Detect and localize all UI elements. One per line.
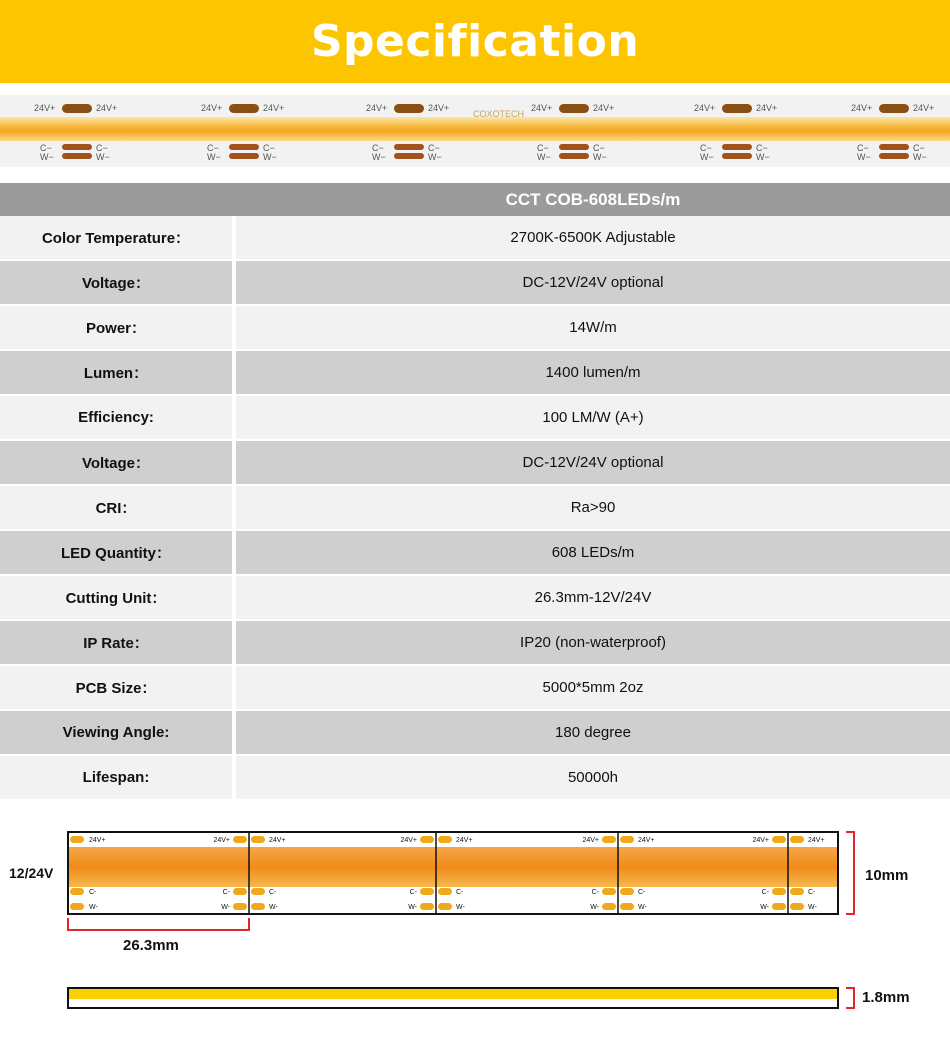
solder-pad — [251, 888, 265, 895]
pad-label: 24V+ — [428, 103, 450, 113]
spec-label: Power： — [0, 305, 234, 350]
solder-pad — [722, 144, 752, 150]
pad-label: 24V+ — [400, 837, 417, 844]
spec-row — [0, 260, 950, 305]
spec-value: IP20 (non-waterproof) — [234, 620, 950, 665]
spec-label: Color Temperature： — [0, 216, 234, 260]
pad-label: 24V+ — [34, 103, 56, 113]
pad-label: W- — [269, 904, 278, 911]
pad-label: C− — [372, 143, 384, 153]
spec-label: CRI： — [0, 485, 234, 530]
solder-pad — [602, 903, 616, 910]
pad-label: C− — [857, 143, 869, 153]
pad-label: C- — [761, 889, 769, 896]
solder-pad — [233, 836, 247, 843]
pad-label: C- — [222, 889, 230, 896]
solder-pad — [70, 836, 84, 843]
solder-pad — [879, 144, 909, 150]
pad-label: 24V+ — [531, 103, 553, 113]
pad-label: W− — [857, 152, 871, 162]
spec-row — [0, 305, 950, 350]
pad-label: C- — [638, 889, 646, 896]
pad-label: W− — [537, 152, 551, 162]
solder-pad — [420, 888, 434, 895]
spec-label: Viewing Angle: — [0, 710, 234, 755]
solder-pad — [879, 153, 909, 159]
pad-label: 24V+ — [582, 837, 599, 844]
pad-label: W− — [700, 152, 714, 162]
solder-pad — [722, 104, 752, 113]
pad-label: W- — [456, 904, 465, 911]
spec-row — [0, 620, 950, 665]
solder-pad — [772, 888, 786, 895]
pad-label: C- — [808, 889, 816, 896]
solder-pad — [722, 153, 752, 159]
pad-label: C− — [263, 143, 275, 153]
solder-pad — [438, 888, 452, 895]
solder-pad — [229, 144, 259, 150]
spec-row — [0, 575, 950, 620]
solder-pad — [394, 104, 424, 113]
pad-label: 24V+ — [89, 837, 106, 844]
solder-pad — [229, 153, 259, 159]
pad-label: W− — [96, 152, 110, 162]
pad-label: C- — [591, 889, 599, 896]
solder-pad — [251, 903, 265, 910]
spec-row — [0, 216, 950, 260]
spec-label: Efficiency: — [0, 395, 234, 440]
pad-label: 24V+ — [263, 103, 285, 113]
solder-pad — [559, 153, 589, 159]
thickness-bracket — [846, 988, 854, 1008]
led-strip-glow — [0, 117, 950, 141]
solder-pad — [772, 903, 786, 910]
thickness-yellow-layer — [69, 989, 837, 999]
solder-pad — [438, 836, 452, 843]
spec-row — [0, 395, 950, 440]
pad-label: C− — [428, 143, 440, 153]
solder-pad — [394, 153, 424, 159]
specification-banner — [0, 0, 950, 83]
pad-label: W- — [221, 904, 230, 911]
pad-label: 24V+ — [96, 103, 118, 113]
solder-pad — [229, 104, 259, 113]
solder-pad — [233, 888, 247, 895]
solder-pad — [233, 903, 247, 910]
spec-row — [0, 710, 950, 755]
pad-label: C− — [537, 143, 549, 153]
solder-pad — [70, 903, 84, 910]
pad-label: 24V+ — [756, 103, 778, 113]
solder-pad — [620, 903, 634, 910]
spec-table-title: CCT COB-608LEDs/m — [505, 190, 681, 209]
solder-pad — [602, 888, 616, 895]
pad-label: C− — [40, 143, 52, 153]
pad-label: 24V+ — [456, 837, 473, 844]
spec-row — [0, 530, 950, 575]
pad-label: 24V+ — [593, 103, 615, 113]
pad-label: W− — [756, 152, 770, 162]
pad-label: W- — [590, 904, 599, 911]
solder-pad — [438, 903, 452, 910]
spec-value: 100 LM/W (A+) — [234, 395, 950, 440]
brand-mark: COXOTECH — [473, 109, 525, 119]
spec-value: DC-12V/24V optional — [234, 440, 950, 485]
pad-label: W- — [89, 904, 98, 911]
spec-row — [0, 665, 950, 710]
spec-label: LED Quantity： — [0, 530, 234, 575]
pad-label: 24V+ — [752, 837, 769, 844]
pad-label: 24V+ — [913, 103, 935, 113]
led-strip-photo — [0, 95, 950, 167]
solder-pad — [790, 903, 804, 910]
pad-label: 24V+ — [201, 103, 223, 113]
pad-label: C- — [456, 889, 464, 896]
solder-pad — [879, 104, 909, 113]
spec-value: DC-12V/24V optional — [234, 260, 950, 305]
spec-value: 26.3mm-12V/24V — [234, 575, 950, 620]
pad-label: C− — [756, 143, 768, 153]
spec-row — [0, 485, 950, 530]
pad-label: C− — [96, 143, 108, 153]
spec-value: 1400 lumen/m — [234, 350, 950, 395]
solder-pad — [62, 144, 92, 150]
pad-label: C- — [409, 889, 417, 896]
spec-row — [0, 350, 950, 395]
solder-pad — [394, 144, 424, 150]
spec-value: 2700K-6500K Adjustable — [234, 216, 950, 260]
solder-pad — [559, 144, 589, 150]
pad-label: W− — [428, 152, 442, 162]
pad-label: C− — [700, 143, 712, 153]
spec-value: 608 LEDs/m — [234, 530, 950, 575]
pad-label: C− — [207, 143, 219, 153]
solder-pad — [251, 836, 265, 843]
thickness-label: 1.8mm — [862, 989, 910, 1006]
spec-row — [0, 440, 950, 485]
spec-label: Cutting Unit： — [0, 575, 234, 620]
pad-label: W− — [40, 152, 54, 162]
pad-label: 24V+ — [213, 837, 230, 844]
spec-row — [0, 755, 950, 800]
spec-value: Ra>90 — [234, 485, 950, 530]
pad-label: W− — [207, 152, 221, 162]
pad-label: 24V+ — [269, 837, 286, 844]
spec-table — [0, 216, 950, 801]
cut-length-bracket — [68, 918, 249, 930]
solder-pad — [420, 836, 434, 843]
solder-pad — [790, 888, 804, 895]
solder-pad — [620, 888, 634, 895]
pad-label: W− — [263, 152, 277, 162]
pad-label: W− — [593, 152, 607, 162]
pad-label: W− — [913, 152, 927, 162]
solder-pad — [559, 104, 589, 113]
width-bracket — [846, 832, 854, 914]
spec-value: 50000h — [234, 755, 950, 800]
spec-value: 14W/m — [234, 305, 950, 350]
spec-label: PCB Size： — [0, 665, 234, 710]
banner-title: Specification — [310, 16, 640, 67]
pad-label: W- — [638, 904, 647, 911]
spec-value: 180 degree — [234, 710, 950, 755]
pad-label: W− — [372, 152, 386, 162]
spec-label: Voltage： — [0, 260, 234, 305]
pad-label: W- — [408, 904, 417, 911]
width-label: 10mm — [865, 867, 909, 884]
solder-pad — [772, 836, 786, 843]
solder-pad — [70, 888, 84, 895]
strip-dimension-svg — [0, 820, 950, 1044]
solder-pad — [62, 153, 92, 159]
pad-label: 24V+ — [638, 837, 655, 844]
pad-label: 24V+ — [851, 103, 873, 113]
strip-light-band — [69, 847, 837, 887]
spec-value: 5000*5mm 2oz — [234, 665, 950, 710]
pad-label: C- — [89, 889, 97, 896]
solder-pad — [420, 903, 434, 910]
spec-label: IP Rate： — [0, 620, 234, 665]
pad-label: 24V+ — [694, 103, 716, 113]
solder-pad — [602, 836, 616, 843]
voltage-label: 12/24V — [9, 865, 54, 881]
spec-label: Lifespan: — [0, 755, 234, 800]
pad-label: W- — [808, 904, 817, 911]
pad-label: 24V+ — [808, 837, 825, 844]
pad-label: C- — [269, 889, 277, 896]
solder-pad — [790, 836, 804, 843]
pad-label: C− — [593, 143, 605, 153]
cut-length-label: 26.3mm — [123, 937, 179, 954]
spec-table-header — [0, 183, 950, 216]
spec-label: Voltage： — [0, 440, 234, 485]
spec-label: Lumen： — [0, 350, 234, 395]
dimension-diagram — [0, 820, 950, 1044]
pad-label: C− — [913, 143, 925, 153]
solder-pad — [620, 836, 634, 843]
solder-pad — [62, 104, 92, 113]
pad-label: 24V+ — [366, 103, 388, 113]
pad-label: W- — [760, 904, 769, 911]
